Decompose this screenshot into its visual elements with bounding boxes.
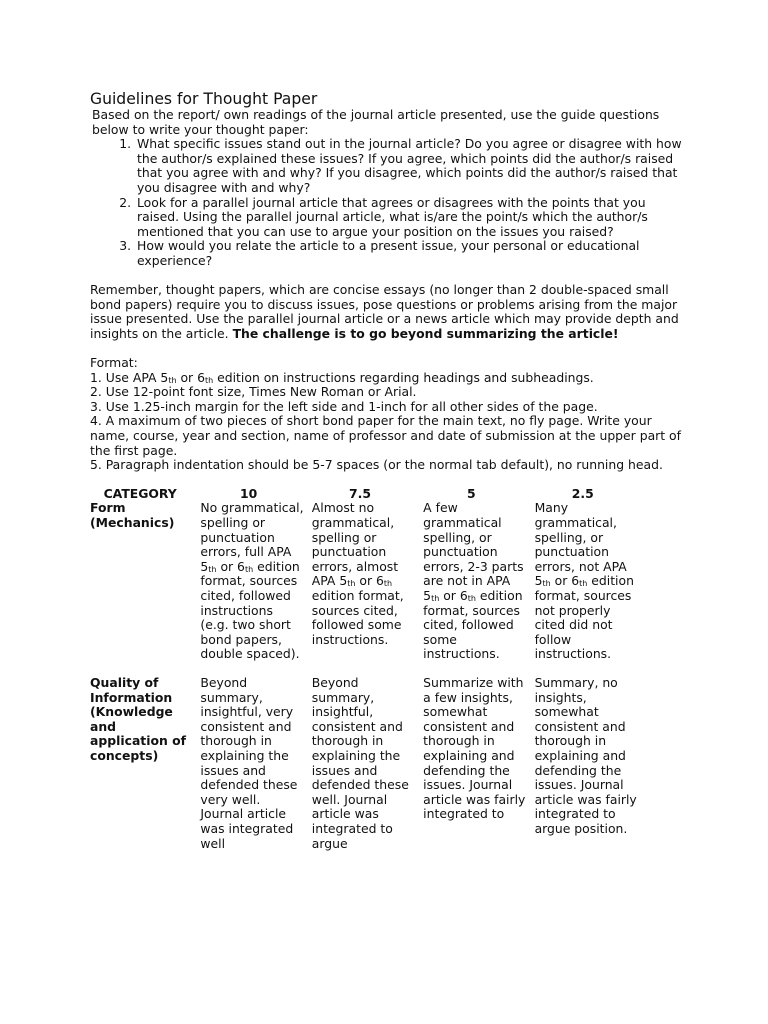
- rubric-cell: Summarize with a few insights, somewhat consistent and thorough in explaining and defending the issues. Journal article was fairly integrated to: [423, 674, 526, 822]
- rubric-header-row: [90, 487, 646, 502]
- document-page: [90, 90, 690, 851]
- format-item: 4. A maximum of two pieces of short bond paper for the main text, no fly page. Write your name, course, year and section, name of professor and date of submission at the upper part of the first page.: [90, 413, 681, 458]
- rubric-cell: Many grammatical, spelling, or punctuation errors, not APA $5_{th}$ or $6_{th}$ edition format, sources not properly cited did not follow instructions.: [534, 500, 634, 662]
- guide-question: 3. How would you relate the article to a present issue, your personal or educational experience?: [135, 239, 690, 268]
- format-item: 2. Use 12-point font size, Times New Roman or Arial.: [90, 384, 417, 400]
- rubric-cell: Summary, no insights, somewhat consistent and thorough in explaining and defending the issues. Journal article was fairly integrated to argue position.: [534, 674, 637, 836]
- remember-paragraph: Remember, thought papers, which are concise essays (no longer than 2 double-spaced small bond papers) require you to discuss issues, pose questions or problems arising from the major issue presented. Use the parallel journal article or a news article which may provide depth and insights on the article. The challenge is to go beyond summarizing the article!: [90, 282, 679, 341]
- guide-question: 1. What specific issues stand out in the journal article? Do you agree or disagree with how the author/s explained these issues? If you agree, which points did the author/s raised that you agree with and why? If you disagree, which points did the author/s raised that you disagree with and why?: [135, 137, 690, 195]
- rubric-cell: A few grammatical spelling, or punctuation errors, 2-3 parts are not in APA $5_{th}$ or $6_{th}$ edition format, sources cited, followed some instructions.: [423, 500, 524, 662]
- rubric-header-score: 10: [239, 485, 258, 501]
- challenge-statement: The challenge is to go beyond summarizing the article!: [232, 325, 619, 341]
- guide-question: 2. Look for a parallel journal article that agrees or disagrees with the points that you raised. Using the parallel journal article, what is/are the point/s which the author/s mentioned that you can use to argue your position on the issues you raised?: [135, 196, 690, 240]
- rubric-header-category: CATEGORY: [103, 485, 177, 501]
- rubric-cell: Beyond summary, insightful, very consistent and thorough in explaining the issues and defended these very well. Journal article was integrated well: [200, 674, 298, 851]
- guide-questions-list: [90, 137, 690, 268]
- rubric-row: [90, 676, 646, 851]
- rubric-header-score: 2.5: [571, 485, 594, 501]
- format-heading: Format:: [90, 355, 138, 371]
- format-item: 1. Use APA $5_{th}$ or $6_{th}$ edition on instructions regarding headings and subheadings.: [90, 369, 594, 385]
- rubric-cell: No grammatical, spelling or punctuation errors, full APA $5_{th}$ or $6_{th}$ edition format, sources cited, followed instructions (e.g. two short bond papers, double spaced).: [200, 500, 304, 662]
- rubric-cell: Beyond summary, insightful, consistent and thorough in explaining the issues and defended these well. Journal article was integrated to argue: [311, 674, 409, 851]
- rubric-row: [90, 501, 646, 676]
- rubric-category: Quality of Information (Knowledge and application of concepts): [90, 674, 187, 763]
- rubric-header-score: 5: [467, 485, 476, 501]
- rubric-cell: Almost no grammatical, spelling or punctuation errors, almost APA $5_{th}$ or $6_{th}$ edition format, sources cited, followed some instructions.: [311, 500, 404, 647]
- rubric-table: [90, 487, 646, 851]
- rubric-category: Form (Mechanics): [90, 500, 175, 531]
- rubric-header-score: 7.5: [349, 485, 371, 501]
- intro-paragraph: Based on the report/ own readings of the journal article presented, use the guide questions below to write your thought paper:: [92, 107, 660, 137]
- format-item: 5. Paragraph indentation should be 5-7 spaces (or the normal tab default), no running head.: [90, 457, 663, 473]
- page-title: Guidelines for Thought Paper: [90, 90, 318, 108]
- format-item: 3. Use 1.25-inch margin for the left side and 1-inch for all other sides of the page.: [90, 398, 598, 414]
